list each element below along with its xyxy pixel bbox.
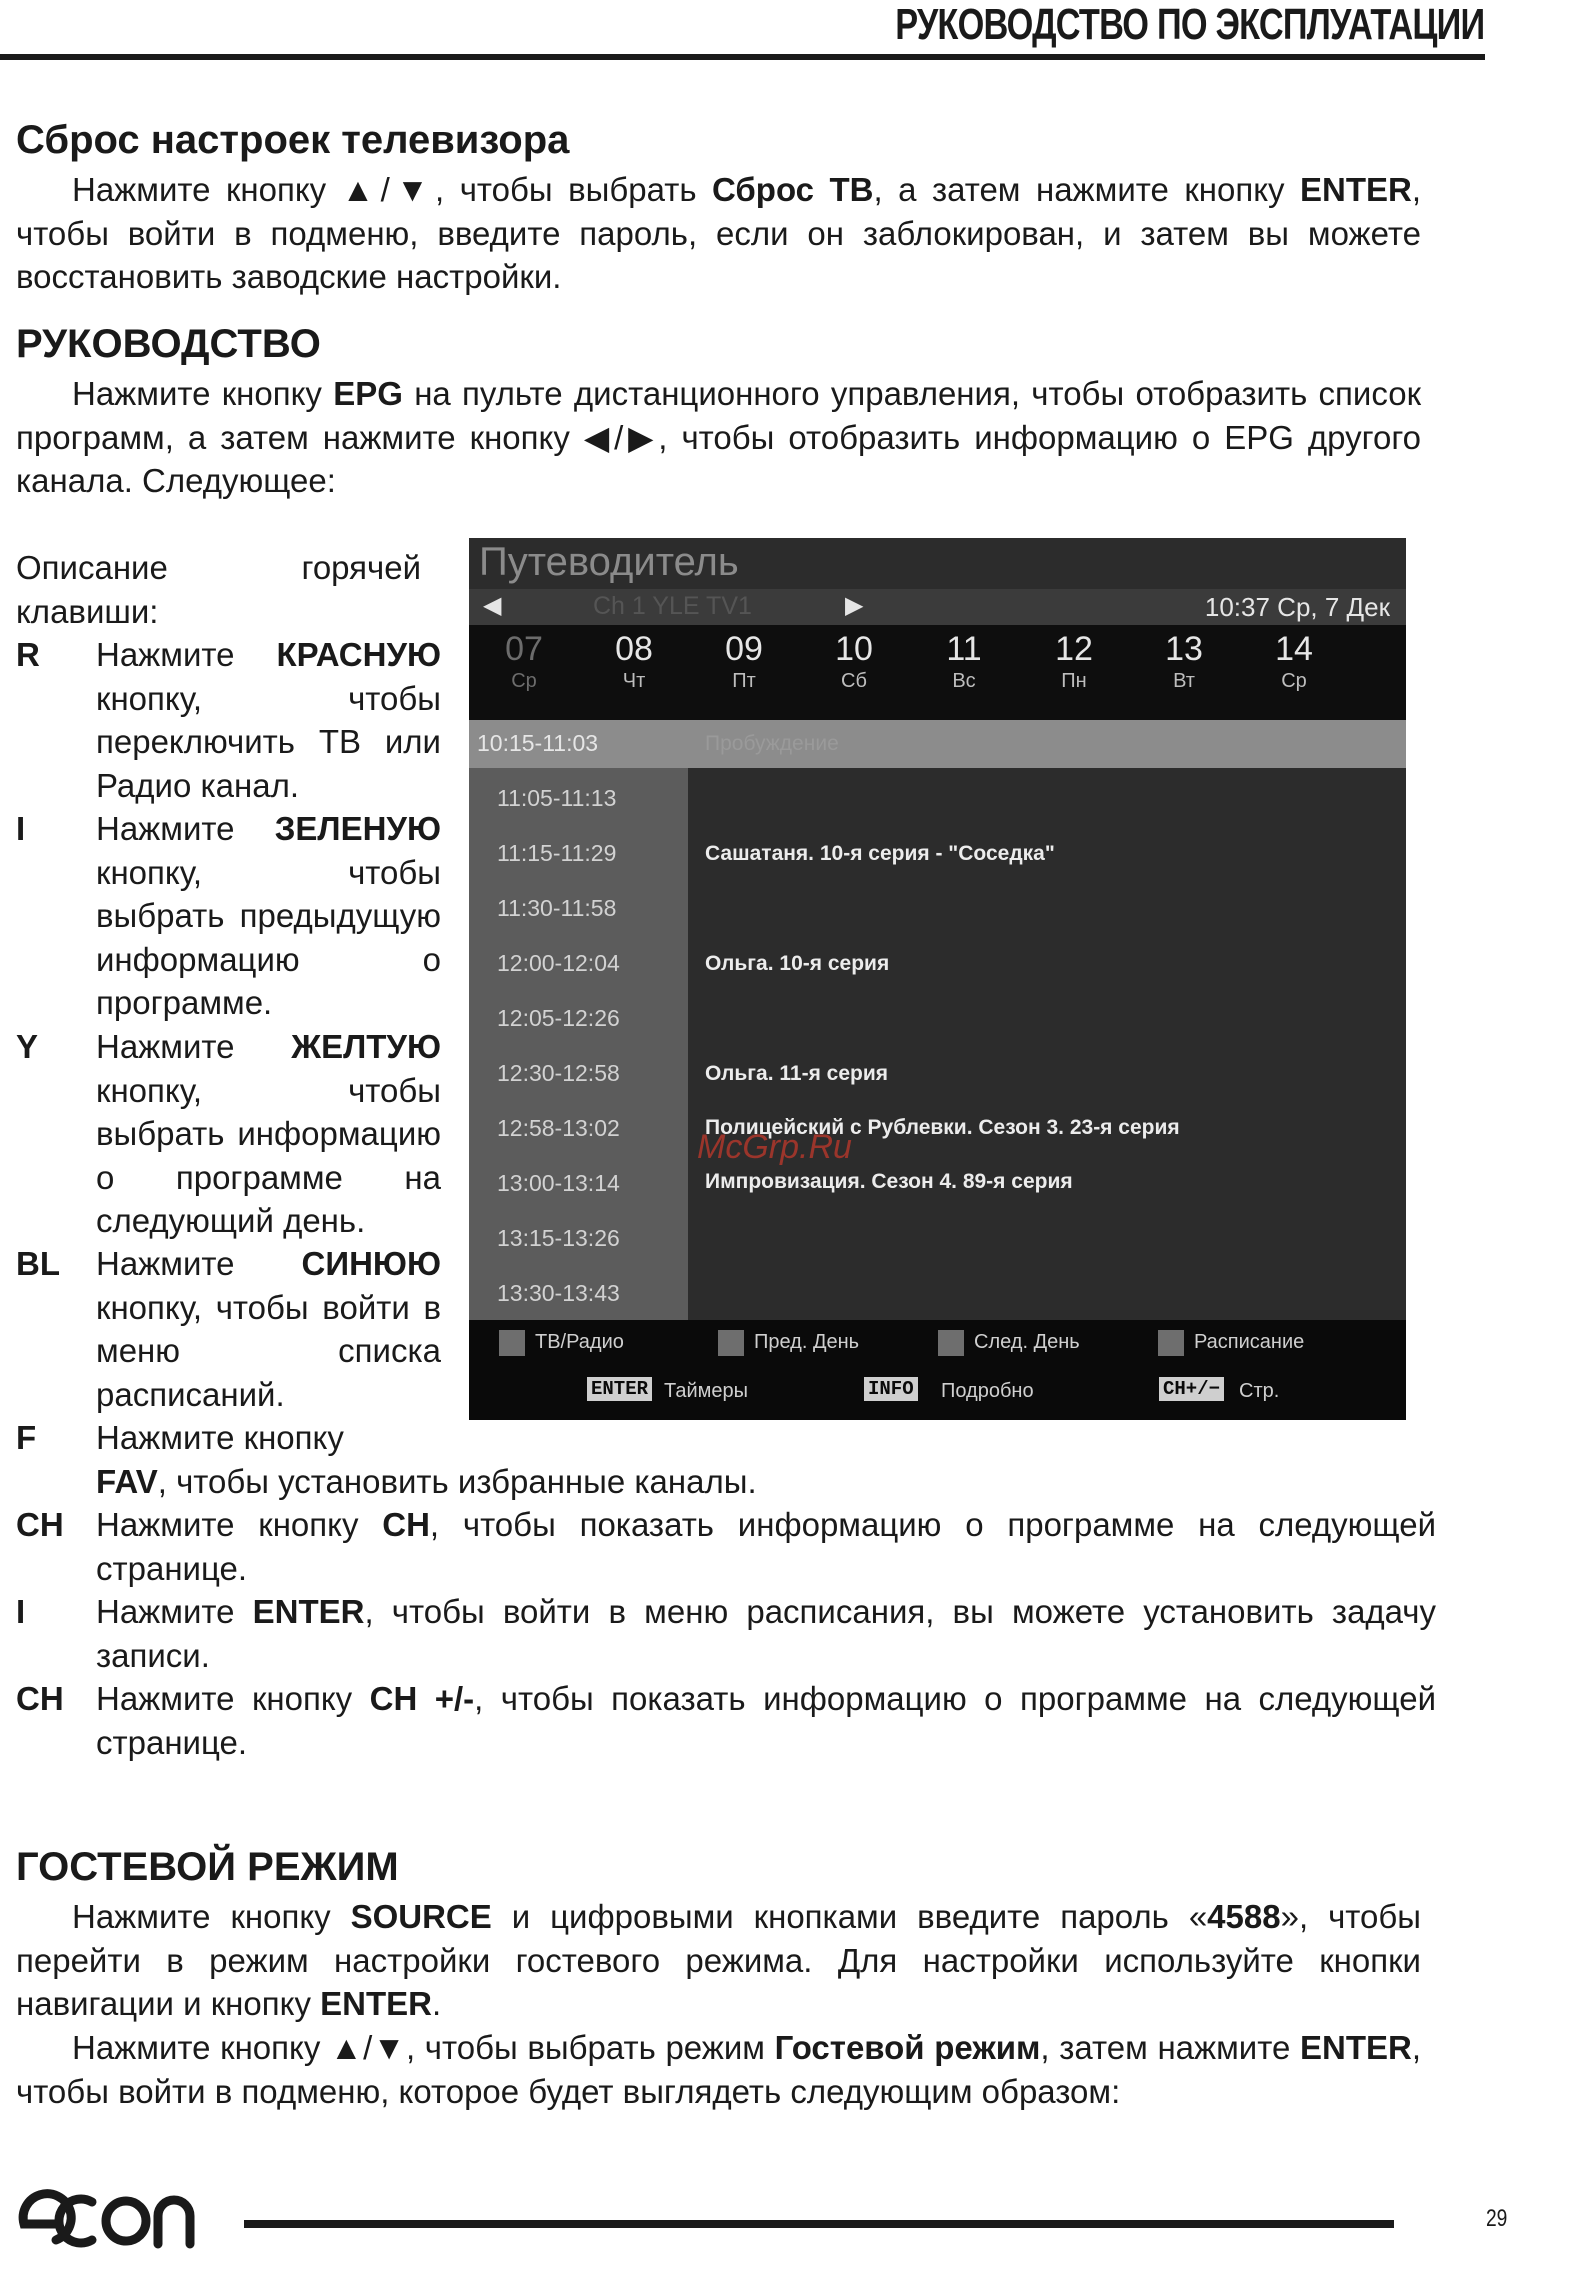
epg-time-slot[interactable]: 11:30-11:58 xyxy=(497,895,617,921)
epg-day[interactable]: 07 Ср xyxy=(505,630,543,692)
epg-program-title[interactable]: Пробуждение xyxy=(705,732,839,755)
epg-screen xyxy=(469,538,1406,1420)
epg-program-title[interactable]: Ольга. 10-я серия xyxy=(705,952,890,975)
info-key-icon: INFO xyxy=(864,1377,918,1401)
blue-button-icon xyxy=(1158,1330,1184,1356)
epg-program-column xyxy=(688,720,1406,1320)
footer-prev-day: Пред. День xyxy=(754,1331,860,1353)
epg-day[interactable]: 13 Вт xyxy=(1165,630,1203,692)
epg-channel-name: Ch 1 YLE TV1 xyxy=(593,592,752,620)
epg-day[interactable]: 08 Чт xyxy=(615,630,653,692)
page-number: 29 xyxy=(1486,2205,1508,2232)
epg-time-slot[interactable]: 12:30-12:58 xyxy=(497,1060,620,1086)
reset-heading: Сброс настроек телевизора xyxy=(16,118,570,162)
guide-paragraph: Нажмите кнопку EPG на пульте дистанционного управления, чтобы отобразить список программ, а затем нажмите кнопку ◀/▶, чтобы отобразить информацию о EPG другого канала. Следующее: xyxy=(16,375,1422,499)
epg-time-slot[interactable]: 12:58-13:02 xyxy=(497,1115,620,1141)
epg-selected-row[interactable] xyxy=(469,720,1406,768)
econ-logo xyxy=(16,2180,196,2250)
ch-key-icon: CH+/− xyxy=(1159,1377,1224,1401)
epg-day[interactable]: 09 Пт xyxy=(725,630,763,692)
running-header: РУКОВОДСТВО ПО ЭКСПЛУАТАЦИИ xyxy=(894,0,1484,49)
header-rule xyxy=(0,54,1485,60)
logo-text: econ xyxy=(16,2180,19,2181)
green-button-icon xyxy=(718,1330,744,1356)
guest-heading: ГОСТЕВОЙ РЕЖИМ xyxy=(16,1845,399,1889)
epg-title: Путеводитель xyxy=(479,540,739,584)
guide-heading: РУКОВОДСТВО xyxy=(16,322,321,366)
footer-page: Стр. xyxy=(1239,1380,1280,1402)
hotkey-intro: Описание горячей клавиши: xyxy=(16,549,421,630)
channel-prev-icon[interactable]: ◀ xyxy=(483,592,502,619)
footer-tv-radio: ТВ/Радио xyxy=(535,1331,624,1353)
epg-day[interactable]: 10 Сб xyxy=(835,630,873,692)
epg-program-title[interactable]: Ольга. 11-я серия xyxy=(705,1062,889,1085)
epg-program-title[interactable]: Полицейский с Рублевки. Сезон 3. 23-я серия xyxy=(705,1116,1180,1139)
footer-schedule: Расписание xyxy=(1194,1331,1305,1353)
epg-time-slot[interactable]: 13:15-13:26 xyxy=(497,1225,620,1251)
red-button-icon xyxy=(499,1330,525,1356)
epg-time-slot[interactable]: 12:05-12:26 xyxy=(497,1005,620,1031)
enter-key-icon: ENTER xyxy=(587,1377,652,1401)
epg-program-title[interactable]: Сашатаня. 10-я серия - "Соседка" xyxy=(705,842,1055,865)
epg-program-title[interactable]: Импровизация. Сезон 4. 89-я серия xyxy=(705,1170,1073,1193)
epg-time-slot[interactable]: 11:15-11:29 xyxy=(497,840,617,866)
epg-day[interactable]: 14 Ср xyxy=(1275,630,1313,692)
epg-time-slot[interactable]: 13:30-13:43 xyxy=(497,1280,620,1306)
footer-timers: Таймеры xyxy=(664,1380,748,1402)
epg-day[interactable]: 11 Вс xyxy=(946,630,982,692)
epg-clock: 10:37 Ср, 7 Дек xyxy=(1204,592,1390,622)
guest-paragraph-1: Нажмите кнопку SOURCE и цифровыми кнопками введите пароль «4588», чтобы перейти в режим настройки гостевого режима. Для настройки используйте кнопки навигации и кнопку ENTER. xyxy=(16,1898,1421,2022)
reset-paragraph: Нажмите кнопку ▲/▼, чтобы выбрать Сброс ТВ, а затем нажмите кнопку ENTER, чтобы войти в подменю, введите пароль, если он заблокирован, и затем вы можете восстановить заводские настройки. xyxy=(16,171,1422,295)
epg-day[interactable]: 12 Пн xyxy=(1055,630,1093,692)
footer-next-day: След. День xyxy=(974,1331,1080,1353)
epg-time-slot[interactable]: 11:05-11:13 xyxy=(497,785,617,811)
yellow-button-icon xyxy=(938,1330,964,1356)
watermark: McGrp.Ru xyxy=(697,1128,852,1166)
epg-time-slot[interactable]: 13:00-13:14 xyxy=(497,1170,620,1196)
footer-details: Подробно xyxy=(941,1380,1034,1402)
channel-next-icon[interactable]: ▶ xyxy=(845,592,864,619)
epg-time-slot[interactable]: 10:15-11:03 xyxy=(477,730,599,756)
footer-rule xyxy=(244,2220,1394,2228)
guest-paragraph-2: Нажмите кнопку ▲/▼, чтобы выбрать режим Гостевой режим, затем нажмите ENTER, чтобы войти в подменю, которое будет выглядеть следующим образом: xyxy=(16,2029,1421,2110)
epg-time-slot[interactable]: 12:00-12:04 xyxy=(497,950,620,976)
